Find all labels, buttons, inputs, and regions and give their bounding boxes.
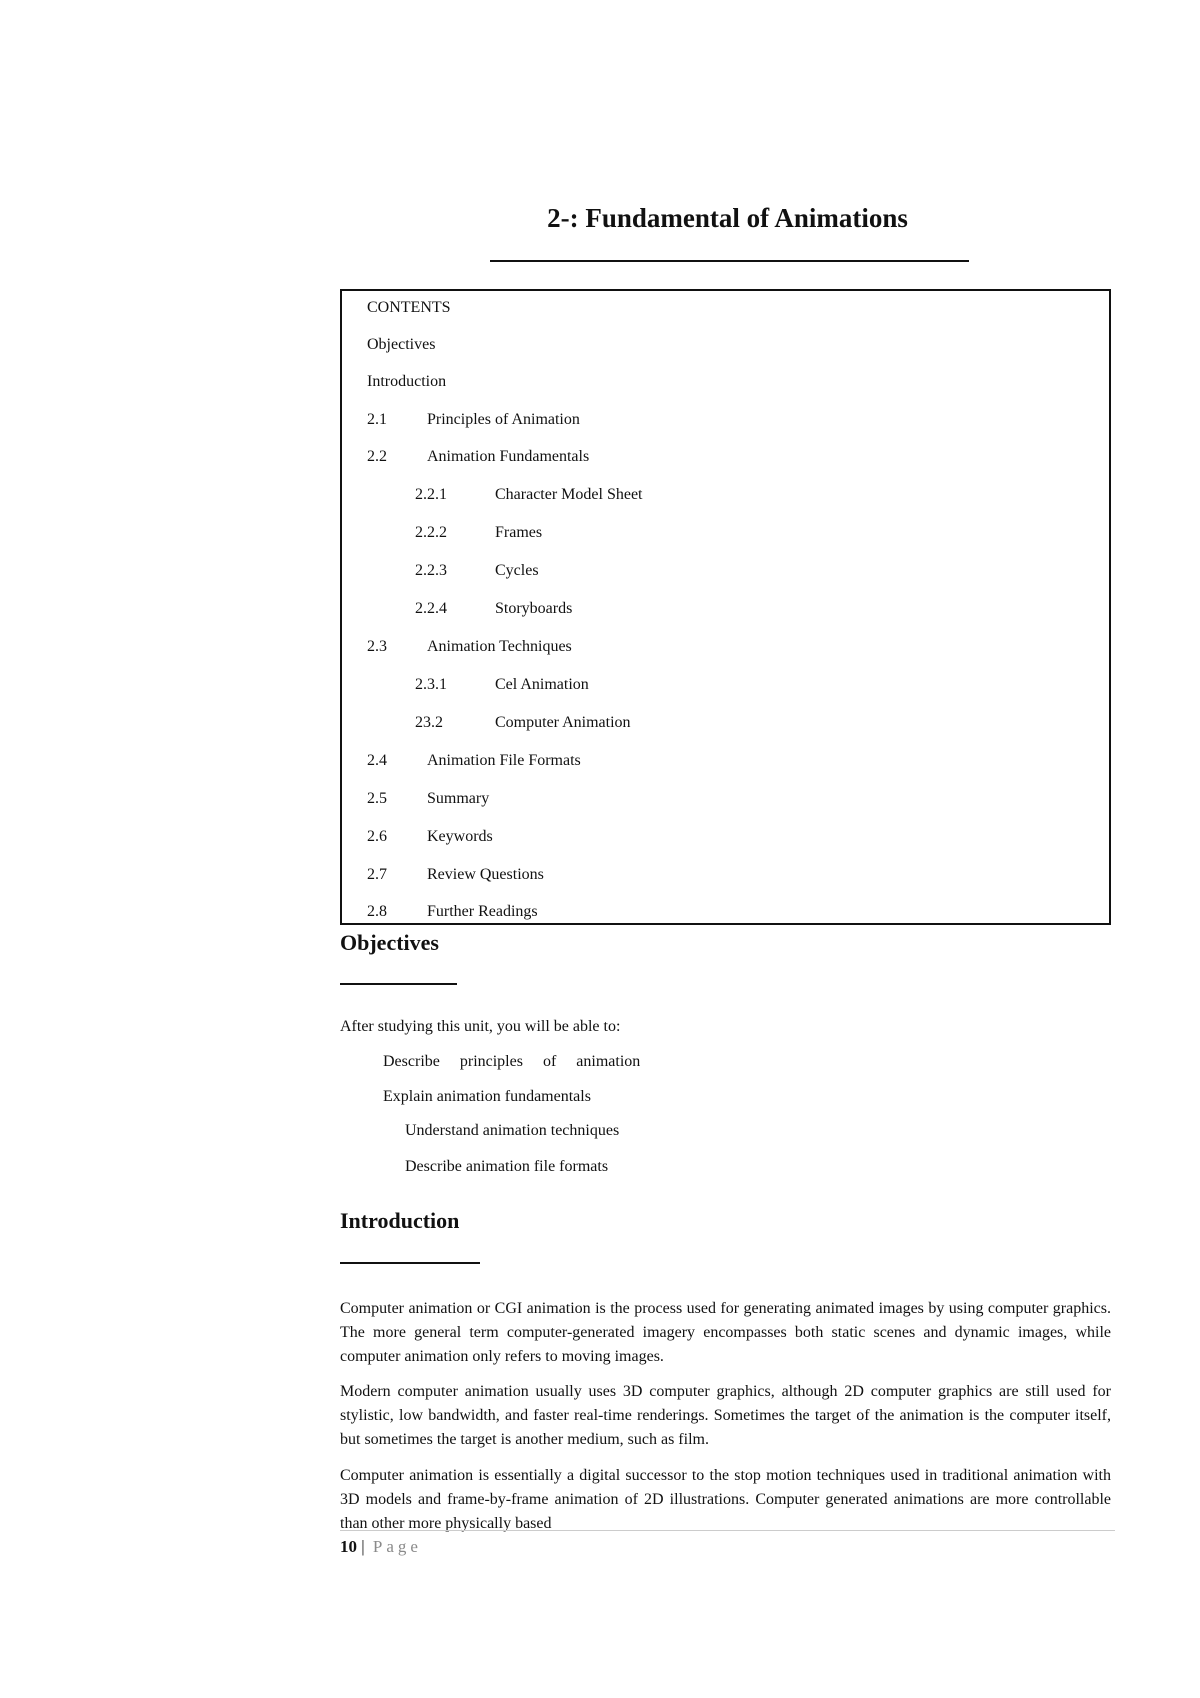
page-word: Page [372,1537,422,1556]
toc-label: Objectives [367,336,436,353]
objective-item: Describe principles of animation [383,1053,641,1070]
toc-item [367,790,489,808]
objective-item: Understand animation techniques [405,1122,620,1139]
introduction-underline [340,1262,480,1264]
toc-label: Introduction [367,373,447,390]
title-underline [490,260,969,262]
toc-number: 2.5 [367,790,387,807]
toc-label: Cycles [495,562,539,579]
toc-subitem [415,562,539,580]
toc-label: Review Questions [427,866,544,883]
toc-number: 2.3.1 [415,676,447,693]
toc-subitem [415,600,572,618]
introduction-heading: Introduction [340,1208,460,1233]
toc-label: Character Model Sheet [495,486,643,503]
toc-number: 2.2 [367,448,387,465]
toc-item [367,336,435,354]
toc-item [367,373,446,391]
toc-label: Animation File Formats [427,752,581,769]
toc-item [367,638,572,656]
toc-label: Animation Techniques [427,638,572,655]
toc-label: Summary [427,790,490,807]
toc-subitem [415,676,589,694]
page-title: 2-: Fundamental of Animations [547,203,908,233]
toc-label: Computer Animation [495,714,631,731]
toc-number: 2.2.1 [415,486,447,503]
toc-label: Keywords [427,828,493,845]
contents-heading: CONTENTS [367,299,451,316]
toc-item [367,828,493,846]
toc-label: Frames [495,524,543,541]
intro-paragraph: Modern computer animation usually uses 3D computer graphics, although 2D computer graphics are still used for stylistic, low bandwidth, and faster real-time renderings. Sometimes the target of the animation is the computer itself, but sometimes the target is another medium, such as film. [340,1383,1111,1448]
toc-label: Further Readings [427,903,538,920]
toc-subitem [415,714,631,732]
intro-paragraph: Computer animation is essentially a digital successor to the stop motion techniques used in traditional animation with 3D models and frame-by-frame animation of 2D illustrations. Computer generated animations are more controllable than other more physically based [340,1467,1111,1532]
toc-number: 23.2 [415,714,443,731]
toc-number: 2.3 [367,638,387,655]
intro-paragraph: Computer animation or CGI animation is the process used for generating animated images by using computer graphics. The more general term computer-generated imagery encompasses both static scenes and dynamic images, while computer animation only refers to moving images. [340,1300,1111,1365]
toc-label: Animation Fundamentals [427,448,590,465]
page-number: 10 [340,1537,357,1556]
toc-number: 2.6 [367,828,387,845]
objectives-underline [340,983,457,985]
toc-number: 2.2.2 [415,524,447,541]
toc-item [367,866,544,884]
objectives-intro: After studying this unit, you will be able to: [340,1018,621,1035]
toc-item [367,903,538,921]
toc-subitem [415,486,643,504]
toc-number: 2.4 [367,752,387,769]
page-separator: | [361,1537,365,1556]
objective-item: Explain animation fundamentals [383,1088,591,1105]
toc-item [367,752,581,770]
toc-label: Principles of Animation [427,411,580,428]
toc-item [367,411,580,429]
contents-box [340,289,1111,925]
toc-label: Storyboards [495,600,573,617]
toc-number: 2.2.3 [415,562,447,579]
objectives-heading: Objectives [340,930,439,955]
toc-number: 2.8 [367,903,387,920]
toc-number: 2.2.4 [415,600,447,617]
toc-number: 2.7 [367,866,387,883]
toc-number: 2.1 [367,411,387,428]
toc-label: Cel Animation [495,676,589,693]
footer-rule [340,1530,1115,1531]
toc-item [367,448,589,466]
toc-subitem [415,524,542,542]
objective-item: Describe animation file formats [405,1158,609,1175]
page-footer [340,1537,422,1557]
